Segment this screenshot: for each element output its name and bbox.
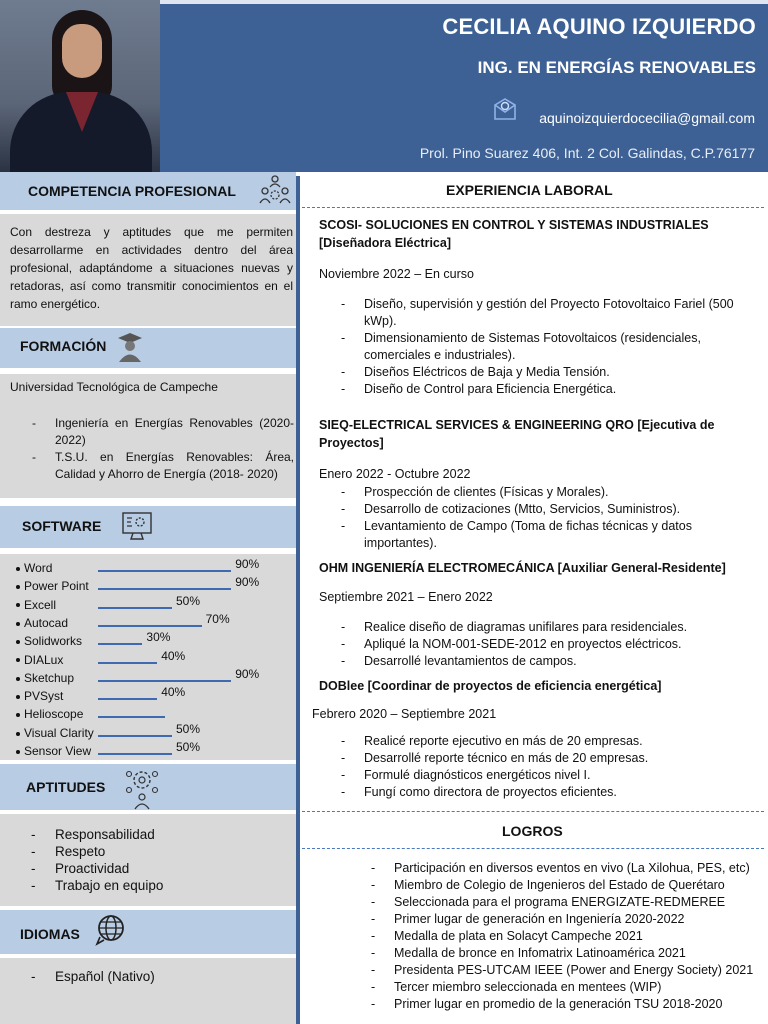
profile-photo xyxy=(0,0,160,172)
software-item-name: PVSyst xyxy=(16,689,63,703)
software-item-name: Visual Clarity xyxy=(16,726,94,740)
software-item-name: Solidworks xyxy=(16,634,82,648)
logros-list xyxy=(350,860,764,1013)
list-item: - Primer lugar de generación en Ingeniería 2020-2022 xyxy=(350,911,764,928)
job-date: Septiembre 2021 – Enero 2022 xyxy=(319,590,493,604)
job-duties xyxy=(320,484,740,552)
competencia-text: Con destreza y aptitudes que me permiten desarrollarme en actividades dentro del área profesional, adaptándome a situaciones nuevas y retadoras, así como transmitir conocimientos en el ramo energético. xyxy=(10,225,293,311)
list-item: - Levantamiento de Campo (Toma de fichas técnicas y datos importantes). xyxy=(320,518,740,552)
address: Prol. Pino Suarez 406, Int. 2 Col. Galindas, C.P.76177 xyxy=(419,145,755,161)
job-company: SIEQ-ELECTRICAL SERVICES & ENGINEERING QRO [Ejecutiva de Proyectos] xyxy=(319,418,715,450)
list-item: - Español (Nativo) xyxy=(0,968,155,985)
logros-divider-bottom xyxy=(302,848,764,849)
idiomas-list xyxy=(0,968,155,985)
list-item: - Realice diseño de diagramas unifilares para residenciales. xyxy=(320,619,740,636)
software-item-name: DIALux xyxy=(16,653,63,667)
column-divider xyxy=(296,176,300,1024)
formacion-list xyxy=(10,415,294,483)
job-duties xyxy=(320,619,740,670)
list-item: - Diseños Eléctricos de Baja y Media Tensión. xyxy=(320,364,740,381)
job-duties xyxy=(320,296,740,398)
job-date: Enero 2022 - Octubre 2022 xyxy=(319,467,471,481)
list-item: - T.S.U. en Energías Renovables: Área, Calidad y Ahorro de Energía (2018- 2020) xyxy=(10,449,294,483)
list-item: - Presidenta PES-UTCAM IEEE (Power and Energy Society) 2021 xyxy=(350,962,764,979)
list-item: - Desarrollo de cotizaciones (Mtto, Servicios, Suministros). xyxy=(320,501,740,518)
list-item: - Medalla de plata en Solacyt Campeche 2021 xyxy=(350,928,764,945)
list-item: - Realicé reporte ejecutivo en más de 20 empresas. xyxy=(320,733,740,750)
aptitudes-header xyxy=(0,764,296,810)
software-level-bar xyxy=(98,662,157,664)
list-item: - Trabajo en equipo xyxy=(0,877,163,894)
software-level-bar xyxy=(98,570,231,572)
software-level-bar xyxy=(98,716,165,718)
idiomas-title: IDIOMAS xyxy=(20,926,80,942)
software-item-name: Excell xyxy=(16,598,56,612)
software-level-label: 90% xyxy=(235,666,260,681)
experiencia-divider xyxy=(302,207,764,208)
logros-divider-top xyxy=(302,811,764,812)
list-item: - Responsabilidad xyxy=(0,826,163,843)
software-level-label: 40% xyxy=(161,685,186,700)
software-level-bar xyxy=(98,753,172,755)
job-duties xyxy=(320,733,740,801)
job-company: OHM INGENIERÍA ELECTROMECÁNICA [Auxiliar General-Residente] xyxy=(319,561,726,575)
list-item: - Miembro de Colegio de Ingenieros del Estado de Querétaro xyxy=(350,877,764,894)
list-item: - Desarrollé reporte técnico en más de 20 empresas. xyxy=(320,750,740,767)
software-level-bar xyxy=(98,735,172,737)
idiomas-header xyxy=(0,910,296,954)
email-link[interactable]: aquinoizquierdocecilia@gmail.com xyxy=(539,110,755,126)
list-item: - Dimensionamiento de Sistemas Fotovoltaicos (residenciales, comerciales e industriales). xyxy=(320,330,740,364)
list-item: - Apliqué la NOM-001-SEDE-2012 en proyectos eléctricos. xyxy=(320,636,740,653)
header-accent-line xyxy=(160,0,768,4)
software-level-label: 90% xyxy=(235,575,260,590)
formacion-title: FORMACIÓN xyxy=(20,338,107,354)
graduate-icon xyxy=(114,331,146,363)
software-level-label: 40% xyxy=(161,648,186,663)
job-date: Febrero 2020 – Septiembre 2021 xyxy=(312,707,497,721)
formacion-school: Universidad Tecnológica de Campeche xyxy=(10,380,218,394)
software-level-label: 70% xyxy=(205,611,230,626)
aptitudes-title: APTITUDES xyxy=(26,779,106,795)
software-level-label: 50% xyxy=(176,721,201,736)
software-level-bar xyxy=(98,588,231,590)
team-gear-icon xyxy=(258,173,292,207)
monitor-settings-icon xyxy=(120,509,154,543)
software-item-name: Helioscope xyxy=(16,707,83,721)
globe-icon xyxy=(94,912,128,946)
email-icon xyxy=(492,96,518,122)
list-item: - Diseño, supervisión y gestión del Proyecto Fotovoltaico Fariel (500 kWp). xyxy=(320,296,740,330)
job-company: DOBlee [Coordinar de proyectos de eficiencia energética] xyxy=(319,679,662,693)
list-item: - Ingeniería en Energías Renovables (2020-2022) xyxy=(10,415,294,449)
software-level-label: 30% xyxy=(146,630,171,645)
list-item: - Primer lugar en promedio de la generación TSU 2018-2020 xyxy=(350,996,764,1013)
software-item-name: Autocad xyxy=(16,616,68,630)
list-item: - Seleccionada para el programa ENERGIZATE-REDMEREE xyxy=(350,894,764,911)
experiencia-title: EXPERIENCIA LABORAL xyxy=(446,182,613,198)
software-level-bar xyxy=(98,607,172,609)
software-item-name: Sketchup xyxy=(16,671,74,685)
person-gear-icon xyxy=(124,766,160,810)
list-item: - Participación en diversos eventos en vivo (La Xilohua, PES, etc) xyxy=(350,860,764,877)
list-item: - Desarrollé levantamientos de campos. xyxy=(320,653,740,670)
competencia-title: COMPETENCIA PROFESIONAL xyxy=(28,183,236,199)
software-level-bar xyxy=(98,698,157,700)
software-level-bar xyxy=(98,625,202,627)
software-item-name: Word xyxy=(16,561,52,575)
list-item: - Fungí como directora de proyectos eficientes. xyxy=(320,784,740,801)
software-item-name: Power Point xyxy=(16,579,89,593)
software-item-name: Sensor View xyxy=(16,744,91,758)
list-item: - Respeto xyxy=(0,843,163,860)
software-header xyxy=(0,506,296,548)
software-level-label: 50% xyxy=(176,740,201,754)
list-item: - Prospección de clientes (Físicas y Morales). xyxy=(320,484,740,501)
software-level-label: 50% xyxy=(176,593,201,608)
software-level-bar xyxy=(98,680,231,682)
logros-title: LOGROS xyxy=(502,823,563,839)
person-name: CECILIA AQUINO IZQUIERDO xyxy=(442,14,756,39)
job-date: Noviembre 2022 – En curso xyxy=(319,267,474,281)
software-level-label: 90% xyxy=(235,557,260,571)
job-company: SCOSI- SOLUCIONES EN CONTROL Y SISTEMAS INDUSTRIALES [Diseñadora Eléctrica] xyxy=(319,218,709,250)
software-title: SOFTWARE xyxy=(22,518,102,534)
list-item: - Diseño de Control para Eficiencia Energética. xyxy=(320,381,740,398)
list-item: - Proactividad xyxy=(0,860,163,877)
aptitudes-list xyxy=(0,826,163,894)
list-item: - Medalla de bronce en Infomatrix Latinoamérica 2021 xyxy=(350,945,764,962)
formacion-header xyxy=(0,328,296,368)
competencia-header xyxy=(0,172,296,210)
person-role: ING. EN ENERGÍAS RENOVABLES xyxy=(477,58,756,77)
software-level-bar xyxy=(98,643,142,645)
list-item: - Formulé diagnósticos energéticos nivel I. xyxy=(320,767,740,784)
list-item: - Tercer miembro seleccionada en mentees (WIP) xyxy=(350,979,764,996)
